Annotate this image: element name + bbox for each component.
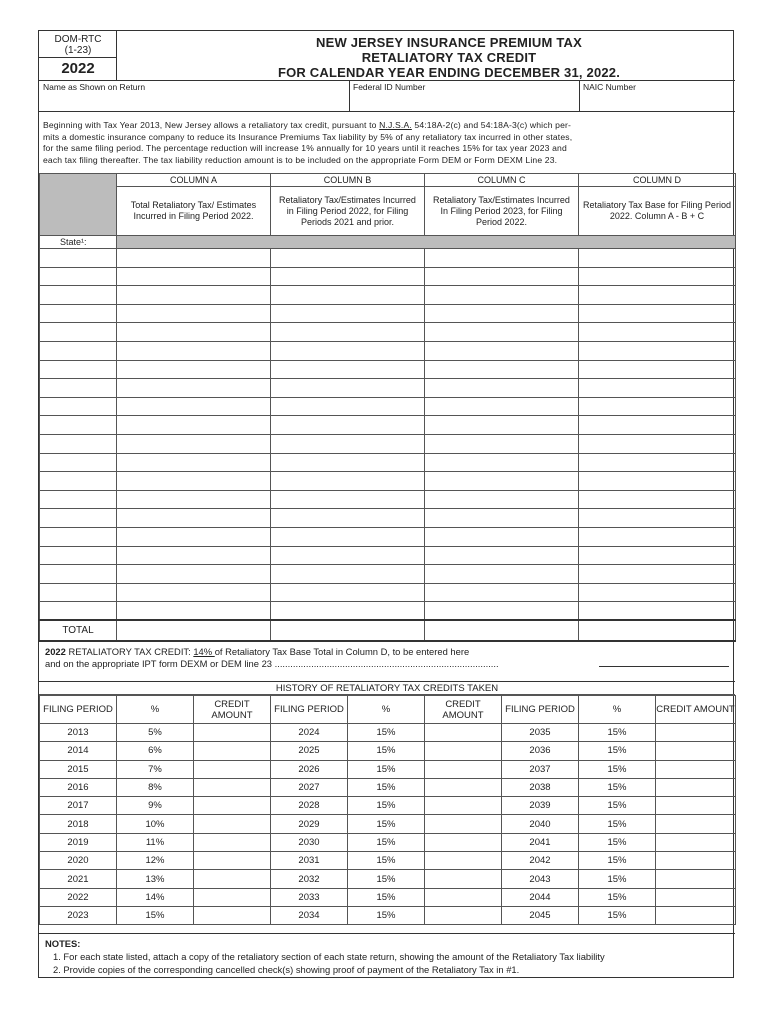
history-period: 2016: [40, 778, 117, 796]
history-title: HISTORY OF RETALIATORY TAX CREDITS TAKEN: [39, 681, 735, 695]
state-row: [40, 434, 736, 453]
history-period: 2021: [40, 870, 117, 888]
federal-id-field[interactable]: [353, 82, 425, 92]
column-b-description: Retaliatory Tax/Estimates Incurred in Filing Period 2022, for Filing Periods 2021 and prior.: [271, 187, 425, 236]
history-credit-amount[interactable]: [656, 888, 736, 906]
column-b-cell[interactable]: [271, 304, 425, 323]
form-year: 2022: [61, 60, 95, 77]
column-a-cell[interactable]: [117, 304, 271, 323]
column-d-cell[interactable]: [579, 360, 736, 379]
history-period: 2013: [40, 724, 117, 742]
column-a-cell[interactable]: [117, 379, 271, 398]
form-code: DOM-RTC: [54, 34, 102, 45]
column-c-cell[interactable]: [425, 379, 579, 398]
history-period: 2045: [502, 906, 579, 924]
column-d-cell[interactable]: [579, 527, 736, 546]
history-percent: 15%: [579, 742, 656, 760]
history-credit-amount[interactable]: [656, 724, 736, 742]
state-cell[interactable]: [40, 509, 117, 528]
history-percent: 10%: [117, 815, 194, 833]
column-b-cell[interactable]: [271, 286, 425, 305]
column-b-cell[interactable]: [271, 602, 425, 621]
history-period: 2015: [40, 760, 117, 778]
naic-label: NAIC Number: [583, 82, 636, 92]
title-line-3: FOR CALENDAR YEAR ENDING DECEMBER 31, 2022.: [277, 65, 621, 80]
history-credit-amount[interactable]: [425, 833, 502, 851]
history-percent: 9%: [117, 797, 194, 815]
history-period: 2017: [40, 797, 117, 815]
history-period: 2030: [271, 833, 348, 851]
state-cell[interactable]: [40, 453, 117, 472]
history-period: 2028: [271, 797, 348, 815]
history-period: 2024: [271, 724, 348, 742]
column-b-cell[interactable]: [271, 546, 425, 565]
history-period: 2033: [271, 888, 348, 906]
column-d-cell[interactable]: [579, 323, 736, 342]
history-credit-amount[interactable]: [656, 870, 736, 888]
history-credit-amount[interactable]: [425, 815, 502, 833]
column-b-label: COLUMN B: [271, 174, 425, 187]
history-credit-amount[interactable]: [656, 760, 736, 778]
total-row: [40, 620, 736, 641]
header-blank: [40, 174, 117, 236]
credit-percent: 14%: [193, 646, 215, 657]
intro-text: Beginning with Tax Year 2013, New Jersey allows a retaliatory tax credit, pursuant to: [43, 120, 380, 130]
column-a-cell[interactable]: [117, 416, 271, 435]
column-b-cell[interactable]: [271, 341, 425, 360]
history-percent: 15%: [348, 797, 425, 815]
history-percent: 15%: [117, 906, 194, 924]
history-percent: 15%: [579, 852, 656, 870]
column-d-cell[interactable]: [579, 509, 736, 528]
history-percent: 15%: [348, 815, 425, 833]
history-credit-amount[interactable]: [425, 870, 502, 888]
total-column-b[interactable]: [271, 620, 425, 641]
naic-field[interactable]: [583, 82, 636, 92]
history-percent: 15%: [579, 906, 656, 924]
history-credit-amount[interactable]: [194, 906, 271, 924]
history-percent: 15%: [348, 888, 425, 906]
state-row: [40, 249, 736, 268]
form-revision: (1-23): [64, 45, 92, 56]
history-period: 2027: [271, 778, 348, 796]
column-d-cell[interactable]: [579, 472, 736, 491]
form-header: [39, 31, 735, 81]
intro-line: each tax filing thereafter. The tax liability reduction amount is to be included on the appropriate Form DEM or Form DEXM Line 23.: [43, 154, 558, 165]
history-credit-amount[interactable]: [656, 852, 736, 870]
state-row: [40, 323, 736, 342]
column-d-cell[interactable]: [579, 379, 736, 398]
column-b-cell[interactable]: [271, 472, 425, 491]
column-d-cell[interactable]: [579, 602, 736, 621]
history-period: 2042: [502, 852, 579, 870]
state-cell[interactable]: [40, 472, 117, 491]
credit-year: 2022: [45, 646, 66, 657]
column-a-cell[interactable]: [117, 546, 271, 565]
history-credit-amount[interactable]: [194, 778, 271, 796]
history-period: 2026: [271, 760, 348, 778]
column-a-cell[interactable]: [117, 602, 271, 621]
history-table: [39, 695, 736, 925]
column-d-cell[interactable]: [579, 397, 736, 416]
history-row: [40, 815, 736, 833]
history-row: [40, 797, 736, 815]
column-c-cell[interactable]: [425, 397, 579, 416]
history-percent: 15%: [348, 760, 425, 778]
column-d-cell[interactable]: [579, 267, 736, 286]
column-b-cell[interactable]: [271, 583, 425, 602]
history-period: 2023: [40, 906, 117, 924]
column-c-label: COLUMN C: [425, 174, 579, 187]
history-period: 2041: [502, 833, 579, 851]
history-credit-amount[interactable]: [194, 888, 271, 906]
state-row: [40, 565, 736, 584]
history-period: 2038: [502, 778, 579, 796]
state-cell[interactable]: [40, 546, 117, 565]
column-c-cell[interactable]: [425, 509, 579, 528]
state-row: [40, 602, 736, 621]
state-cell[interactable]: [40, 434, 117, 453]
state-row: [40, 379, 736, 398]
history-credit-amount[interactable]: [425, 906, 502, 924]
column-c-cell[interactable]: [425, 323, 579, 342]
history-credit-amount[interactable]: [194, 815, 271, 833]
divider: [349, 81, 350, 112]
history-period: 2032: [271, 870, 348, 888]
history-percent: 5%: [117, 724, 194, 742]
column-a-cell[interactable]: [117, 286, 271, 305]
column-c-cell[interactable]: [425, 472, 579, 491]
column-a-cell[interactable]: [117, 583, 271, 602]
history-period: 2025: [271, 742, 348, 760]
history-credit-amount[interactable]: [194, 742, 271, 760]
state-cell[interactable]: [40, 565, 117, 584]
column-a-cell[interactable]: [117, 341, 271, 360]
history-percent: 15%: [348, 833, 425, 851]
column-d-cell[interactable]: [579, 304, 736, 323]
history-percent: 13%: [117, 870, 194, 888]
history-period: 2035: [502, 724, 579, 742]
history-percent: 15%: [579, 760, 656, 778]
state-cell[interactable]: [40, 379, 117, 398]
state-cell[interactable]: [40, 416, 117, 435]
column-d-cell[interactable]: [579, 490, 736, 509]
history-percent: 15%: [579, 870, 656, 888]
history-percent: 15%: [348, 906, 425, 924]
history-credit-amount[interactable]: [656, 815, 736, 833]
history-credit-amount[interactable]: [194, 833, 271, 851]
state-cell[interactable]: [40, 323, 117, 342]
column-a-cell[interactable]: [117, 490, 271, 509]
column-c-cell[interactable]: [425, 490, 579, 509]
history-percent: 15%: [579, 888, 656, 906]
history-header-percent: %: [348, 696, 425, 724]
history-percent: 15%: [348, 870, 425, 888]
column-b-cell[interactable]: [271, 509, 425, 528]
history-percent: 15%: [579, 724, 656, 742]
history-period: 2037: [502, 760, 579, 778]
history-credit-amount[interactable]: [425, 888, 502, 906]
history-credit-amount[interactable]: [194, 870, 271, 888]
form-dom-rtc: [38, 30, 734, 978]
column-d-cell[interactable]: [579, 434, 736, 453]
history-percent: 7%: [117, 760, 194, 778]
state-row: [40, 397, 736, 416]
history-row: [40, 833, 736, 851]
shaded-bar: [117, 236, 736, 249]
state-row: [40, 527, 736, 546]
column-c-cell[interactable]: [425, 602, 579, 621]
column-a-cell[interactable]: [117, 453, 271, 472]
column-c-cell[interactable]: [425, 341, 579, 360]
history-period: 2018: [40, 815, 117, 833]
history-row: [40, 888, 736, 906]
intro-line: for the same filing period. The percentage reduction will increase 1% annually for 10 years until it reaches 15% for tax year 2023 and: [43, 143, 567, 153]
column-a-cell[interactable]: [117, 360, 271, 379]
column-a-cell[interactable]: [117, 267, 271, 286]
column-c-description: Retaliatory Tax/Estimates Incurred In Filing Period 2023, for Filing Period 2022.: [425, 187, 579, 236]
history-percent: 15%: [579, 797, 656, 815]
column-a-cell[interactable]: [117, 323, 271, 342]
identification-row: [39, 81, 735, 112]
state-cell[interactable]: [40, 360, 117, 379]
total-column-c[interactable]: [425, 620, 579, 641]
statute-link: N.J.S.A.: [379, 120, 412, 130]
history-credit-amount[interactable]: [656, 742, 736, 760]
history-row: [40, 724, 736, 742]
column-d-description: Retaliatory Tax Base for Filing Period 2022. Column A - B + C: [579, 187, 736, 236]
credit-text: RETALIATORY TAX CREDIT:: [65, 646, 194, 657]
column-b-cell[interactable]: [271, 434, 425, 453]
column-d-cell[interactable]: [579, 286, 736, 305]
history-row: [40, 760, 736, 778]
federal-id-label: Federal ID Number: [353, 82, 426, 92]
column-d-cell[interactable]: [579, 453, 736, 472]
column-c-cell[interactable]: [425, 453, 579, 472]
intro-line: mits a domestic insurance company to reduce its Insurance Premiums Tax liability by 5% of any retaliatory tax incurred in other states,: [43, 131, 573, 142]
name-field[interactable]: [43, 82, 145, 92]
state-row: [40, 453, 736, 472]
column-a-cell[interactable]: [117, 565, 271, 584]
column-b-cell[interactable]: [271, 565, 425, 584]
history-credit-amount[interactable]: [425, 778, 502, 796]
state-row: [40, 546, 736, 565]
state-cell[interactable]: [40, 583, 117, 602]
column-c-cell[interactable]: [425, 565, 579, 584]
column-b-cell[interactable]: [271, 397, 425, 416]
credit-line: [45, 646, 735, 658]
credit-text: of Retaliatory Tax Base Total in Column D, to be entered here: [214, 646, 470, 657]
column-b-cell[interactable]: [271, 360, 425, 379]
history-percent: 6%: [117, 742, 194, 760]
history-header-period: FILING PERIOD: [40, 696, 117, 724]
state-cell[interactable]: [40, 286, 117, 305]
history-credit-amount[interactable]: [656, 778, 736, 796]
history-period: 2020: [40, 852, 117, 870]
note-item: 1. For each state listed, attach a copy of the retaliatory section of each state return, showing the amount of the Retaliatory Tax liability: [53, 951, 605, 962]
history-header-percent: %: [117, 696, 194, 724]
column-b-cell[interactable]: [271, 323, 425, 342]
history-credit-amount[interactable]: [425, 852, 502, 870]
history-percent: 8%: [117, 778, 194, 796]
column-c-cell[interactable]: [425, 527, 579, 546]
state-row: [40, 416, 736, 435]
history-period: 2036: [502, 742, 579, 760]
column-b-cell[interactable]: [271, 527, 425, 546]
intro-line: [43, 120, 733, 132]
column-c-cell[interactable]: [425, 546, 579, 565]
column-a-cell[interactable]: [117, 249, 271, 268]
column-c-cell[interactable]: [425, 416, 579, 435]
column-b-cell[interactable]: [271, 490, 425, 509]
history-percent: 14%: [117, 888, 194, 906]
column-d-cell[interactable]: [579, 416, 736, 435]
history-credit-amount[interactable]: [194, 852, 271, 870]
column-c-cell[interactable]: [425, 583, 579, 602]
history-header-period: FILING PERIOD: [271, 696, 348, 724]
history-row: [40, 870, 736, 888]
state-row: [40, 472, 736, 491]
history-period: 2014: [40, 742, 117, 760]
column-a-cell[interactable]: [117, 434, 271, 453]
history-credit-amount[interactable]: [425, 797, 502, 815]
history-period: 2044: [502, 888, 579, 906]
total-column-d[interactable]: [579, 620, 736, 641]
state-row: [40, 286, 736, 305]
history-row: [40, 852, 736, 870]
history-percent: 15%: [348, 724, 425, 742]
state-row: [40, 304, 736, 323]
column-a-cell[interactable]: [117, 527, 271, 546]
history-credit-amount[interactable]: [656, 906, 736, 924]
column-a-cell[interactable]: [117, 509, 271, 528]
column-a-cell[interactable]: [117, 472, 271, 491]
name-label: Name as Shown on Return: [43, 82, 146, 92]
column-d-cell[interactable]: [579, 546, 736, 565]
history-percent: 15%: [579, 778, 656, 796]
history-credit-amount[interactable]: [425, 742, 502, 760]
history-percent: 15%: [348, 852, 425, 870]
state-row: [40, 583, 736, 602]
state-label: State¹:: [40, 236, 117, 249]
history-section: [39, 681, 735, 925]
state-row: [40, 360, 736, 379]
history-credit-amount[interactable]: [194, 797, 271, 815]
column-c-cell[interactable]: [425, 267, 579, 286]
history-percent: 15%: [579, 833, 656, 851]
history-percent: 15%: [348, 778, 425, 796]
column-a-label: COLUMN A: [117, 174, 271, 187]
state-tax-table: [39, 173, 735, 642]
intro-text: 54:18A-2(c) and 54:18A-3(c) which per-: [411, 120, 572, 130]
total-label: TOTAL: [40, 620, 117, 641]
state-cell[interactable]: [40, 602, 117, 621]
history-header-percent: %: [579, 696, 656, 724]
column-b-cell[interactable]: [271, 249, 425, 268]
history-percent: 15%: [579, 815, 656, 833]
credit-instruction: and on the appropriate IPT form DEXM or DEM line 23 ......................................................................................: [45, 658, 499, 669]
history-header-period: FILING PERIOD: [502, 696, 579, 724]
divider: [579, 81, 580, 112]
history-period: 2043: [502, 870, 579, 888]
state-cell[interactable]: [40, 267, 117, 286]
column-c-cell[interactable]: [425, 360, 579, 379]
history-period: 2022: [40, 888, 117, 906]
column-d-cell[interactable]: [579, 565, 736, 584]
history-period: 2039: [502, 797, 579, 815]
column-a-description: Total Retaliatory Tax/ Estimates Incurred in Filing Period 2022.: [117, 187, 271, 236]
column-b-cell[interactable]: [271, 267, 425, 286]
history-credit-amount[interactable]: [194, 760, 271, 778]
state-cell[interactable]: [40, 249, 117, 268]
history-period: 2031: [271, 852, 348, 870]
history-credit-amount[interactable]: [194, 724, 271, 742]
note-item: 2. Provide copies of the corresponding cancelled check(s) showing proof of payment of the Retaliatory Tax in #1.: [53, 964, 520, 975]
history-row: [40, 742, 736, 760]
state-cell[interactable]: [40, 341, 117, 360]
history-period: 2029: [271, 815, 348, 833]
history-header-credit: CREDIT AMOUNT: [656, 696, 736, 724]
column-d-cell[interactable]: [579, 341, 736, 360]
state-row: [40, 509, 736, 528]
column-a-cell[interactable]: [117, 397, 271, 416]
history-row: [40, 778, 736, 796]
total-column-a[interactable]: [117, 620, 271, 641]
state-cell[interactable]: [40, 527, 117, 546]
history-credit-amount[interactable]: [656, 797, 736, 815]
column-c-cell[interactable]: [425, 249, 579, 268]
column-d-cell[interactable]: [579, 249, 736, 268]
state-row: [40, 341, 736, 360]
history-percent: 11%: [117, 833, 194, 851]
history-row: [40, 906, 736, 924]
history-header-credit: CREDIT AMOUNT: [425, 696, 502, 724]
state-cell[interactable]: [40, 490, 117, 509]
history-header-credit: CREDIT AMOUNT: [194, 696, 271, 724]
state-row: [40, 267, 736, 286]
column-d-cell[interactable]: [579, 583, 736, 602]
state-row: [40, 490, 736, 509]
history-period: 2040: [502, 815, 579, 833]
divider: [39, 57, 117, 58]
history-period: 2034: [271, 906, 348, 924]
history-credit-amount[interactable]: [425, 760, 502, 778]
history-percent: 12%: [117, 852, 194, 870]
column-b-cell[interactable]: [271, 416, 425, 435]
divider: [39, 933, 735, 934]
notes-section: [45, 937, 735, 976]
state-cell[interactable]: [40, 397, 117, 416]
history-period: 2019: [40, 833, 117, 851]
title-line-1: NEW JERSEY INSURANCE PREMIUM TAX: [316, 35, 582, 50]
history-credit-amount[interactable]: [656, 833, 736, 851]
state-cell[interactable]: [40, 304, 117, 323]
notes-title: NOTES:: [45, 938, 81, 949]
column-b-cell[interactable]: [271, 379, 425, 398]
history-percent: 15%: [348, 742, 425, 760]
column-d-label: COLUMN D: [579, 174, 736, 187]
title-line-2: RETALIATORY TAX CREDIT: [361, 50, 537, 65]
column-c-cell[interactable]: [425, 304, 579, 323]
column-b-cell[interactable]: [271, 453, 425, 472]
column-c-cell[interactable]: [425, 434, 579, 453]
form-id-box: [39, 31, 117, 81]
history-credit-amount[interactable]: [425, 724, 502, 742]
column-c-cell[interactable]: [425, 286, 579, 305]
credit-amount-field[interactable]: [599, 666, 729, 667]
intro-paragraph: [43, 120, 733, 166]
